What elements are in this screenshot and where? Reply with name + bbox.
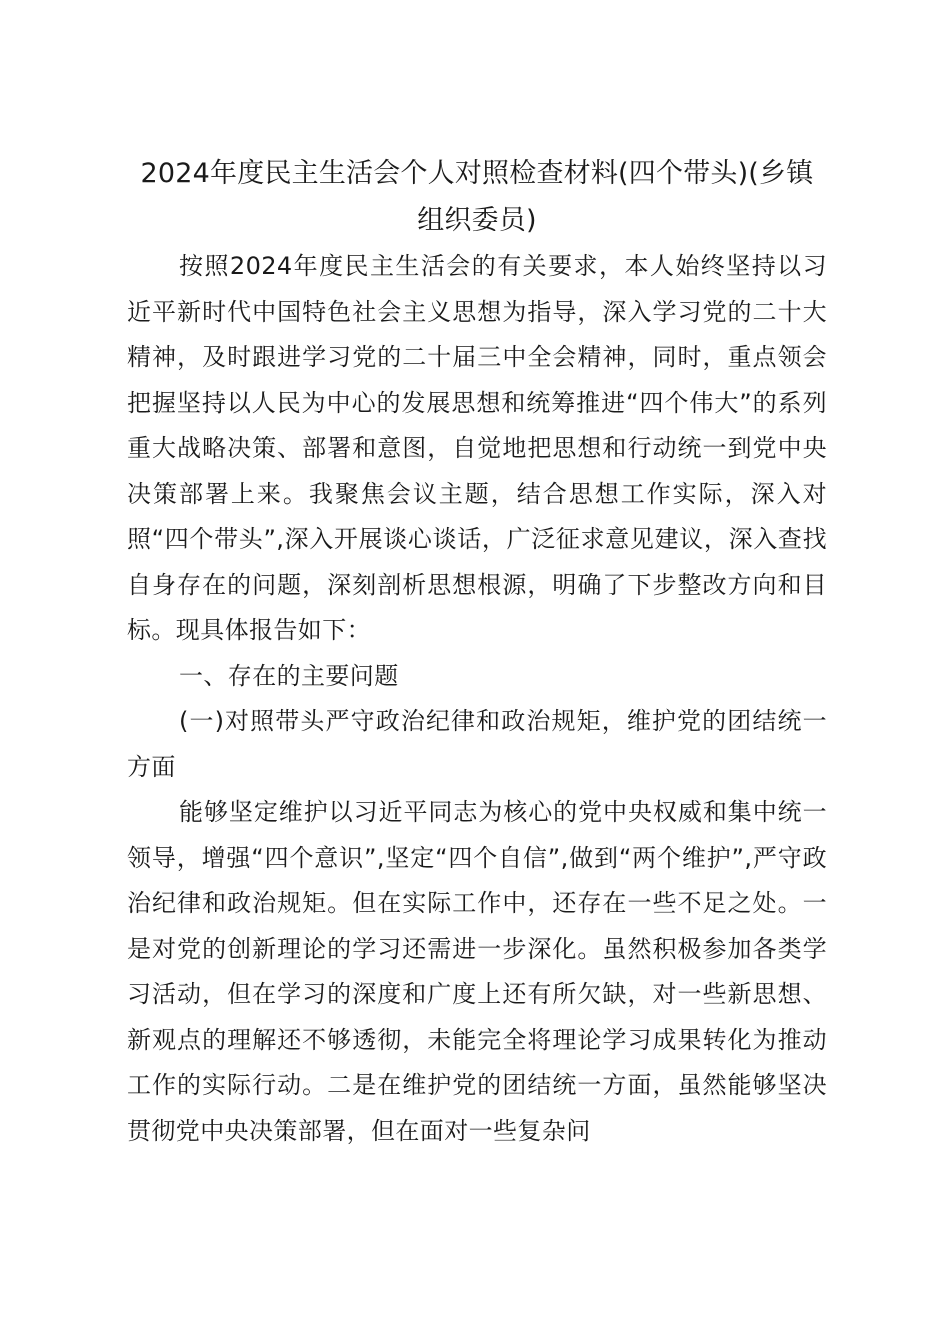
body-paragraph: 能够坚定维护以习近平同志为核心的党中央权威和集中统一领导，增强“四个意识”,坚定“四个自信”,做到“两个维护”,严守政治纪律和政治规矩。但在实际工作中，还存在一些不足之处。一是对党的创新理论的学习还需进一步深化。虽然积极参加各类学习活动，但在学习的深度和广度上还有所欠缺，对一些新思想、新观点的理解还不够透彻，未能完全将理论学习成果转化为推动工作的实际行动。二是在维护党的团结统一方面，虽然能够坚决贯彻党中央决策部署，但在面对一些复杂问 <box>127 798 827 1145</box>
section-heading: 一、存在的主要问题 <box>179 661 399 690</box>
document-body <box>127 150 827 1154</box>
subsection-heading: (一)对照带头严守政治纪律和政治规矩，维护党的团结统一方面 <box>127 707 827 781</box>
intro-paragraph: 按照2024年度民主生活会的有关要求，本人始终坚持以习近平新时代中国特色社会主义思想为指导，深入学习党的二十大精神，及时跟进学习党的二十届三中全会精神，同时，重点领会把握坚持以人民为中心的发展思想和统筹推进“四个伟大”的系列重大战略决策、部署和意图，自觉地把思想和行动统一到党中央决策部署上来。我聚焦会议主题，结合思想工作实际，深入对照“四个带头”,深入开展谈心谈话，广泛征求意见建议，深入查找自身存在的问题，深刻剖析思想根源，明确了下步整改方向和目标。现具体报告如下： <box>127 252 827 644</box>
document-title: 2024年度民主生活会个人对照检查材料(四个带头)(乡镇组织委员) <box>140 158 814 236</box>
